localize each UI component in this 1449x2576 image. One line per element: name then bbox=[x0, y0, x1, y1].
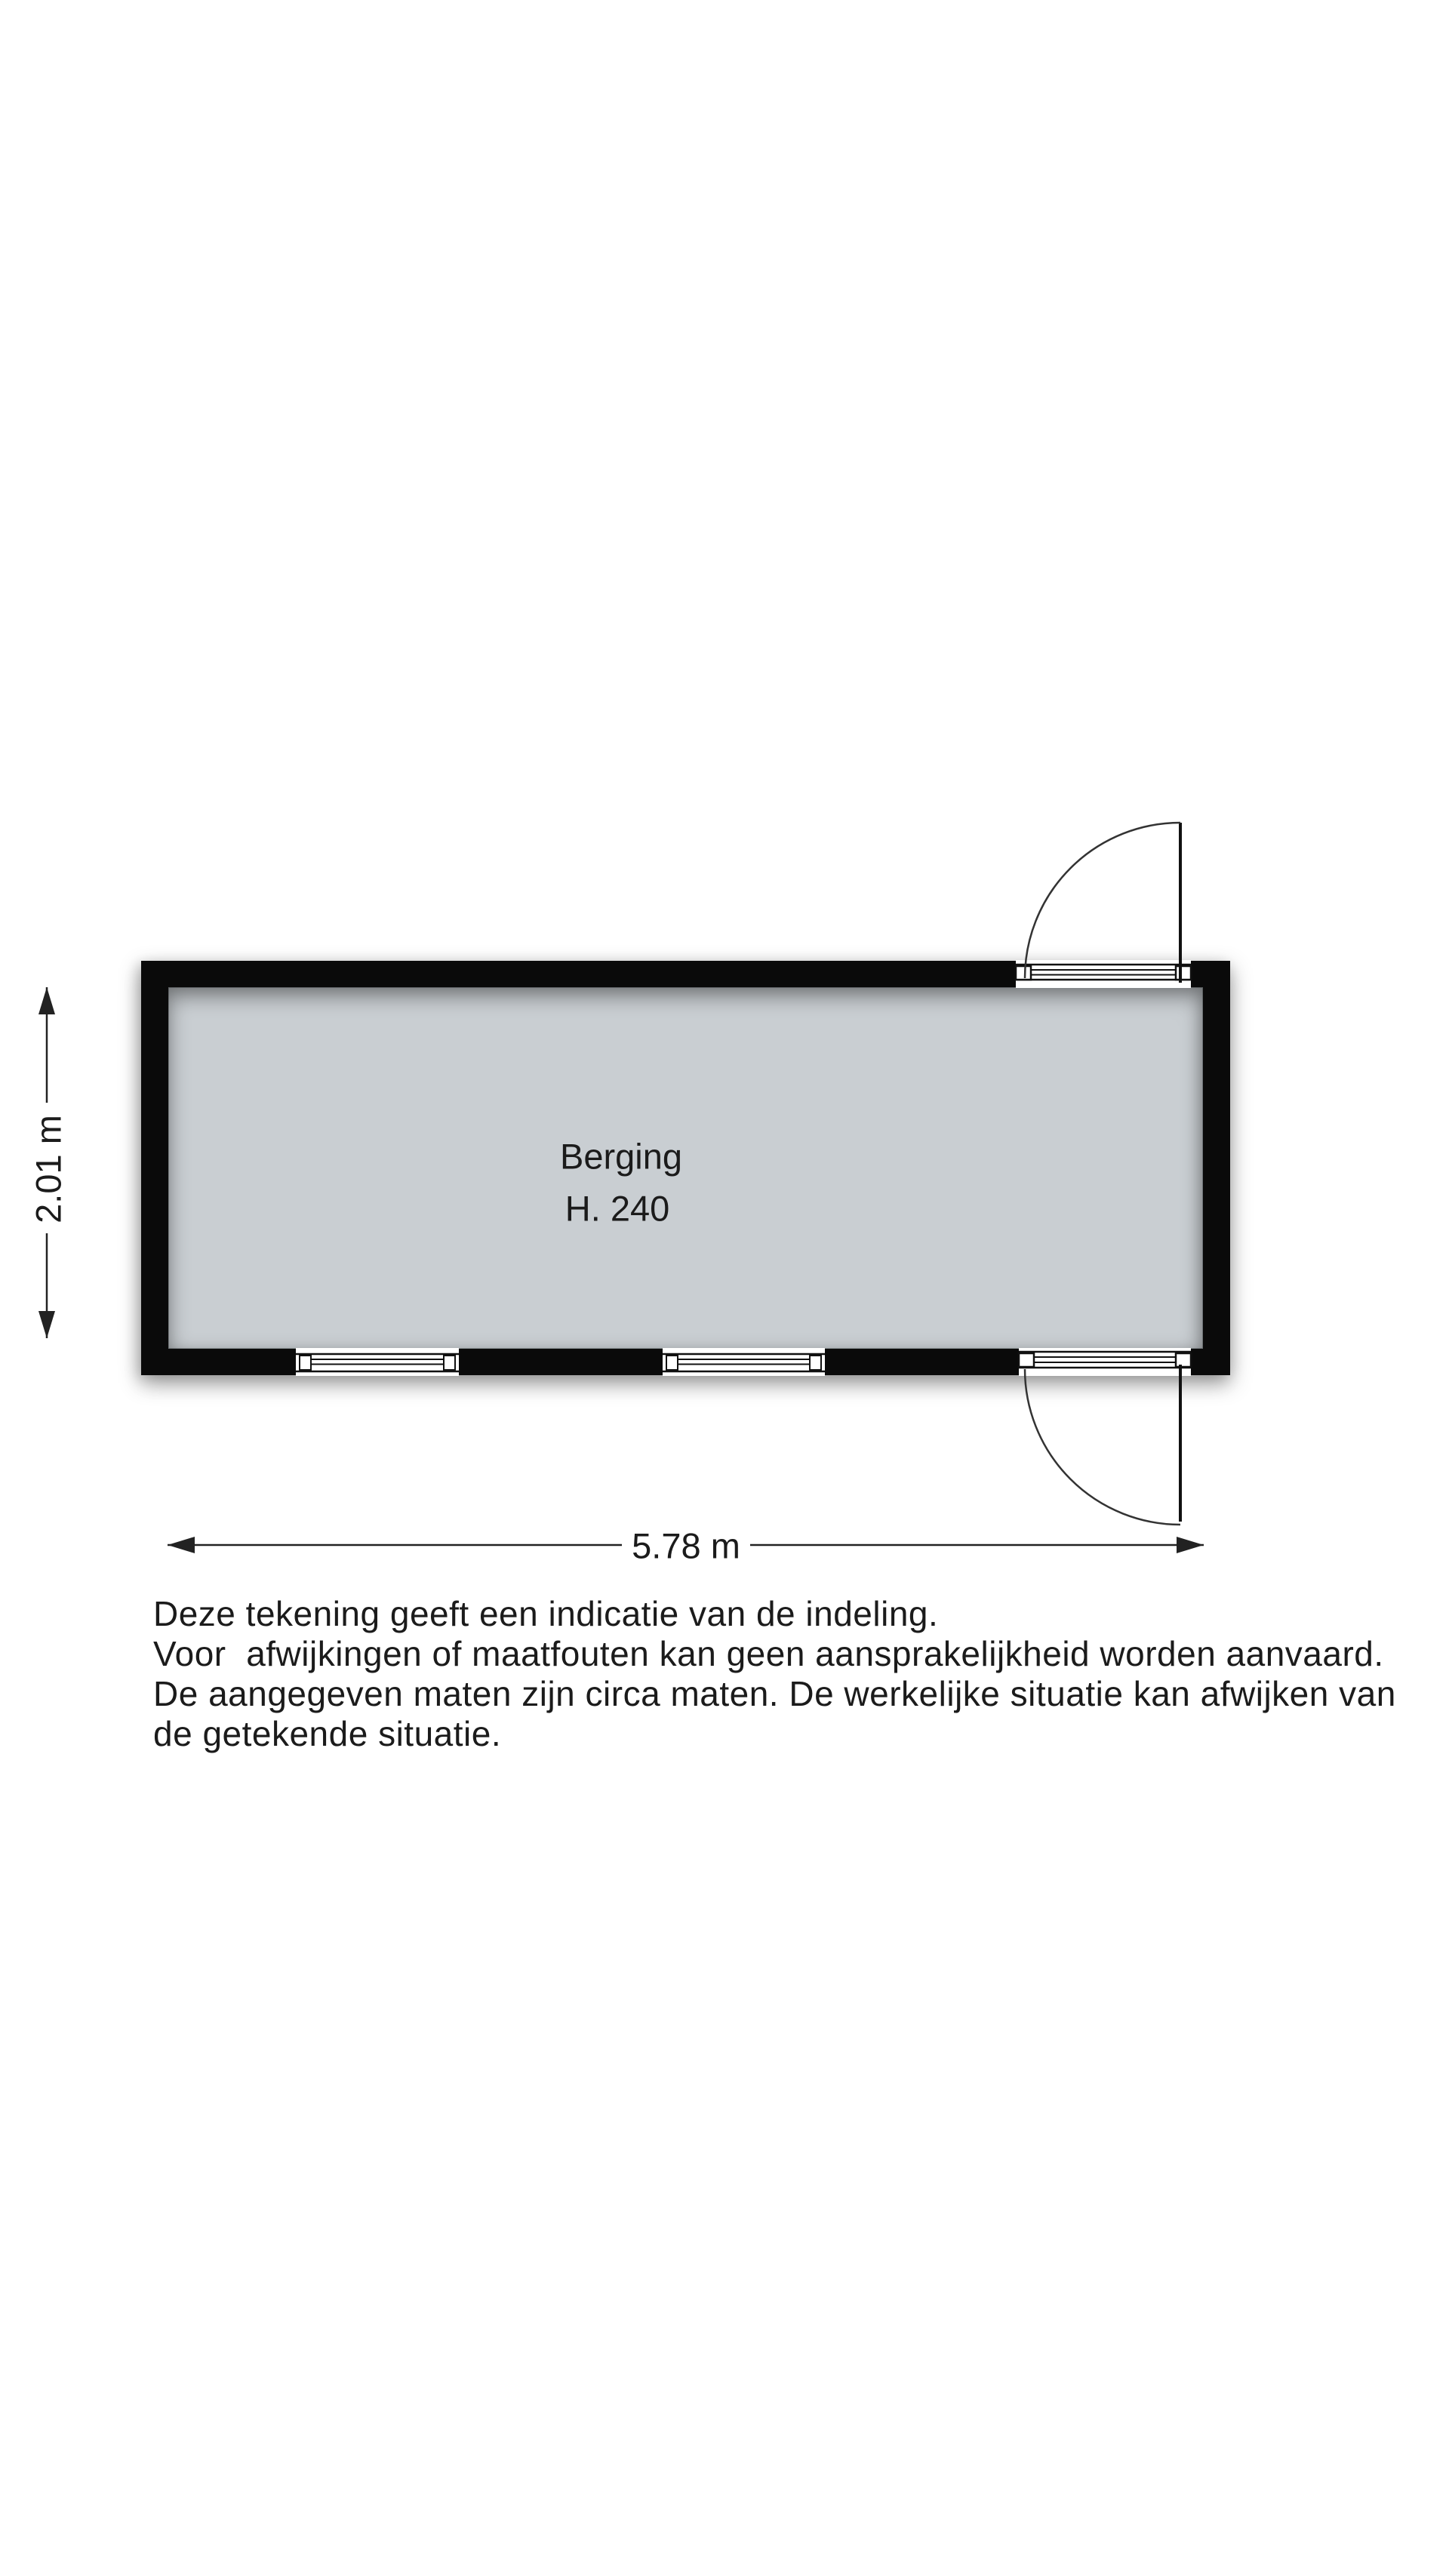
arrow-down-icon bbox=[38, 1311, 55, 1338]
top-door-jamb-left bbox=[1016, 966, 1031, 980]
bottom-door-swing-arc bbox=[1025, 1369, 1180, 1525]
disclaimer-line: De aangegeven maten zijn circa maten. De werkelijke situatie kan afwijken van bbox=[153, 1674, 1396, 1713]
window-left-post-a bbox=[300, 1356, 311, 1370]
disclaimer-line: Voor afwijkingen of maatfouten kan geen aansprakelijkheid worden aanvaard. bbox=[153, 1634, 1384, 1673]
arrow-left-icon bbox=[168, 1537, 195, 1553]
left-wall bbox=[141, 961, 168, 1375]
height-dimension-label: 2.01 m bbox=[28, 1115, 69, 1223]
arrow-right-icon bbox=[1177, 1537, 1204, 1553]
room-height-label: H. 240 bbox=[565, 1188, 670, 1229]
top-door-opening bbox=[1016, 960, 1191, 988]
bottom-door-jamb-right bbox=[1176, 1353, 1191, 1367]
room-floor bbox=[168, 987, 1203, 1349]
bottom-door bbox=[1025, 1365, 1180, 1525]
window-middle-post-b bbox=[810, 1356, 821, 1370]
width-dimension-label: 5.78 m bbox=[632, 1525, 740, 1566]
room-name-label: Berging bbox=[560, 1136, 682, 1177]
top-door-jamb-right bbox=[1176, 966, 1191, 980]
window-middle-post-a bbox=[666, 1356, 678, 1370]
bottom-door-jamb-left bbox=[1019, 1353, 1034, 1367]
disclaimer-line: de getekende situatie. bbox=[153, 1714, 502, 1753]
window-left-post-b bbox=[444, 1356, 455, 1370]
right-wall bbox=[1203, 961, 1230, 1375]
window-middle bbox=[663, 1348, 825, 1376]
bottom-door-opening bbox=[1019, 1348, 1191, 1376]
window-left bbox=[296, 1348, 459, 1376]
disclaimer-line: Deze tekening geeft een indicatie van de indeling. bbox=[153, 1594, 939, 1633]
top-door-swing-arc bbox=[1025, 823, 1180, 978]
disclaimer-block bbox=[153, 1594, 1396, 1754]
top-door bbox=[1025, 823, 1180, 983]
arrow-up-icon bbox=[38, 987, 55, 1014]
